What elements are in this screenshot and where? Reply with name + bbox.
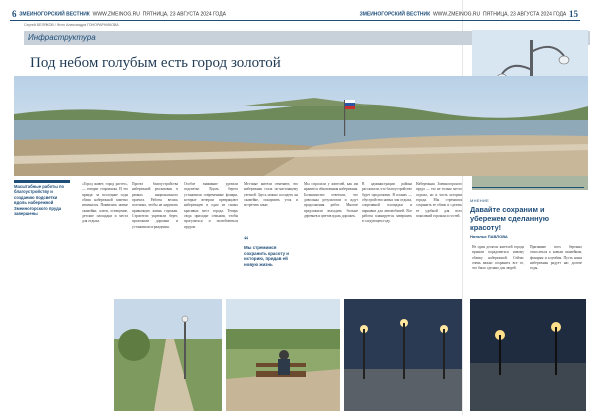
quote-text: Мы стремимся сохранить красоту и историю, придав ей новую жизнь — [244, 245, 289, 267]
right-article-header — [470, 198, 582, 239]
issue-date: ПЯТНИЦА, 23 АВГУСТА 2024 ГОДА — [142, 11, 226, 18]
article-column: Мы спросили у жителей, как им нравится обновленная набережная. Большинство ответили, что довольны результатом и ждут продолжения работ. Многие предложили высадить больше деревьев и цветов вдоль дорожек. — [304, 182, 358, 219]
newspaper-name: ЗМЕИНОГОРСКИЙ ВЕСТНИК — [19, 11, 90, 18]
article-column: В администрации района рассказали, что благоустройство будет продолжено. В планах — обустройство новых зон отдыха, спортивной площадки и парковки для автомобилей. Все работы планируется завершить в следующем году. — [362, 182, 412, 224]
page-header-left — [12, 9, 226, 19]
right-article-tag: МНЕНИЕ — [470, 198, 490, 203]
article-lead — [14, 180, 70, 216]
lead-text: Масштабные работы по благоустройству и созданию подсветки вдоль набережной Змеиногорского пруда завершены — [14, 184, 65, 217]
photo-embankment — [14, 76, 588, 176]
newspaper-name: ЗМЕИНОГОРСКИЙ ВЕСТНИК — [359, 11, 431, 18]
page-divider — [462, 0, 463, 415]
website: WWW.ZMEINOG.RU — [92, 11, 140, 18]
byline: Сергей БЕЛЯКОВ / Фото Александра ГОНОРАРНИКОВА — [24, 23, 119, 27]
article-column: Местные жители отмечают, что набережная стала по-настоящему уютной. Здесь можно посидеть на скамейке, покормить уток и встретить закат. — [244, 182, 298, 208]
article-headline: Под небом голубым есть город золотой — [30, 55, 281, 71]
photo-night-embankment — [470, 299, 586, 411]
article-column: Особое внимание уделили подсветке. Вдоль берега установили современные фонари, которые вечером превращают набережную в одно из самых красивых мест города. Теперь сюда приходят семьями, чтобы прогуляться и полюбоваться прудом. — [184, 182, 238, 229]
right-article-column: Не один десяток жителей города пришли порадоваться новому облику набережной. Сейчас очень важно сохранить все то, что было сделано для людей. — [472, 245, 524, 271]
article-column: Набережная Змеиногорского пруда — это не только место отдыха, но и часть истории города. Мы стремимся сохранить ее облик и сделать ее удобной для всех поколений горожан и гостей. — [416, 182, 462, 219]
issue-date: ПЯТНИЦА, 23 АВГУСТА 2024 ГОДА — [482, 11, 567, 18]
photo-evening-lights — [344, 299, 462, 411]
page-number: 15 — [569, 9, 578, 19]
lead-bar — [14, 180, 70, 183]
photo-path — [114, 299, 222, 411]
right-article-author: Наталья ПАВЛОВА — [470, 234, 508, 239]
right-article-title: Давайте сохраним и убережем сделанную красоту! — [470, 205, 550, 232]
article-column: Проект благоустройства набережной реализован в рамках национального проекта. Работы велись поэтапно, чтобы не нарушать привычную жизнь горожан. Строители укрепили берег, проложили дорожки и установили ограждения. — [132, 182, 178, 229]
website: WWW.ZMEINOG.RU — [432, 11, 481, 18]
pull-quote — [244, 236, 300, 267]
article-column: «Город живет, город растет», — говорят старожилы. И это правда: за последние годы облик набережной заметно изменился. Появились новые скамейки, аллеи, освещение, детские площадки и места для отдыха. — [82, 182, 128, 224]
quote-mark-icon: “ — [244, 235, 249, 245]
photo-bench — [226, 299, 340, 411]
header-rule — [10, 20, 580, 21]
page-header-right — [360, 9, 578, 19]
right-article-column: Призываю всех бережно относиться к новым скамейкам, фонарям и клумбам. Пусть наша набережная радует нас долгие годы. — [530, 245, 582, 271]
right-article-rule — [472, 187, 584, 188]
rubric-label: Инфраструктура — [28, 33, 96, 42]
page-number: 6 — [12, 9, 17, 19]
